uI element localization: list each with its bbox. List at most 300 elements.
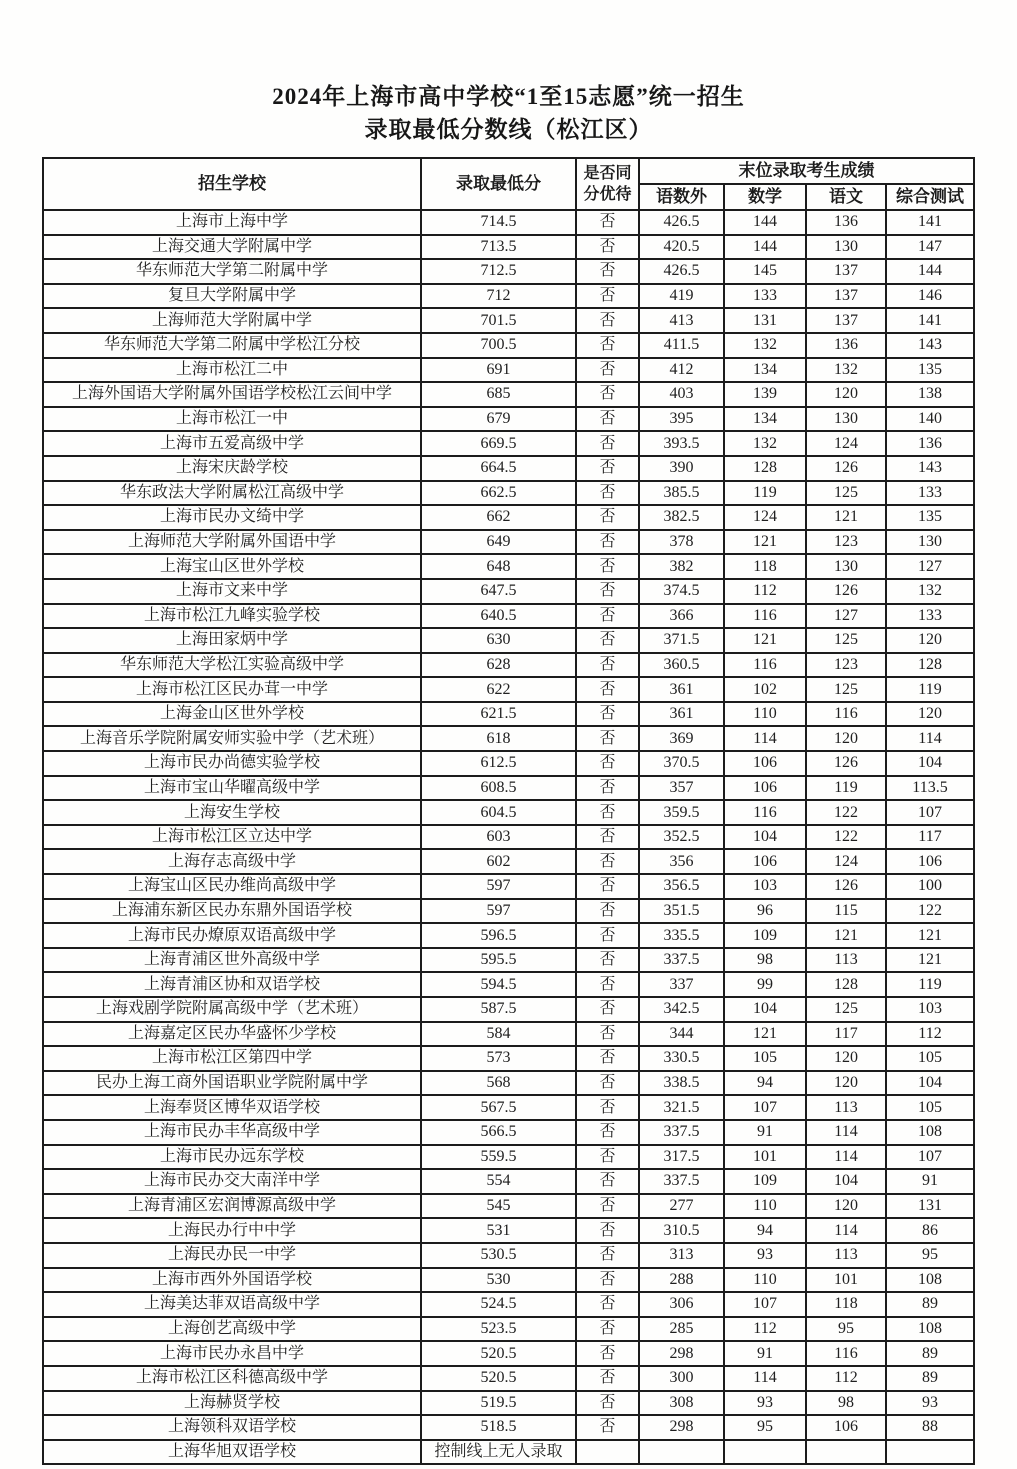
score-math: 131 bbox=[724, 308, 806, 333]
min-score-value: 530 bbox=[421, 1268, 576, 1293]
score-math: 139 bbox=[724, 382, 806, 407]
min-score-value: 573 bbox=[421, 1046, 576, 1071]
school-name: 上海市民办文绮中学 bbox=[43, 505, 421, 530]
score-comprehensive: 114 bbox=[886, 726, 974, 751]
min-score-value: 602 bbox=[421, 849, 576, 874]
school-name: 上海田家炳中学 bbox=[43, 628, 421, 653]
tie-preference-value: 否 bbox=[576, 358, 639, 383]
school-name: 上海市松江九峰实验学校 bbox=[43, 604, 421, 629]
score-comprehensive: 93 bbox=[886, 1391, 974, 1416]
score-chinese: 123 bbox=[806, 530, 886, 555]
score-math: 144 bbox=[724, 210, 806, 235]
score-math: 95 bbox=[724, 1415, 806, 1440]
score-chinese: 126 bbox=[806, 751, 886, 776]
score-yushuwai: 337.5 bbox=[639, 1120, 724, 1145]
score-comprehensive: 95 bbox=[886, 1243, 974, 1268]
school-name: 上海领科双语学校 bbox=[43, 1415, 421, 1440]
score-yushuwai: 374.5 bbox=[639, 579, 724, 604]
header-sub-chinese: 语文 bbox=[806, 184, 886, 210]
score-yushuwai: 288 bbox=[639, 1268, 724, 1293]
score-chinese: 121 bbox=[806, 505, 886, 530]
score-comprehensive: 141 bbox=[886, 308, 974, 333]
table-row bbox=[43, 259, 974, 284]
header-last-admitted-scores: 末位录取考生成绩 bbox=[639, 158, 974, 184]
score-yushuwai: 378 bbox=[639, 530, 724, 555]
score-chinese: 106 bbox=[806, 1415, 886, 1440]
score-math: 114 bbox=[724, 726, 806, 751]
score-chinese: 127 bbox=[806, 604, 886, 629]
score-math: 112 bbox=[724, 579, 806, 604]
score-chinese: 130 bbox=[806, 407, 886, 432]
school-name: 上海浦东新区民办东鼎外国语学校 bbox=[43, 899, 421, 924]
min-score-value: 685 bbox=[421, 382, 576, 407]
score-yushuwai: 338.5 bbox=[639, 1071, 724, 1096]
tie-preference-value: 否 bbox=[576, 382, 639, 407]
min-score-value: 567.5 bbox=[421, 1095, 576, 1120]
score-comprehensive: 89 bbox=[886, 1366, 974, 1391]
min-score-value: 520.5 bbox=[421, 1366, 576, 1391]
score-comprehensive: 141 bbox=[886, 210, 974, 235]
min-score-value: 597 bbox=[421, 874, 576, 899]
score-yushuwai: 330.5 bbox=[639, 1046, 724, 1071]
score-comprehensive: 108 bbox=[886, 1120, 974, 1145]
score-math: 124 bbox=[724, 505, 806, 530]
tie-preference-value: 否 bbox=[576, 530, 639, 555]
score-math: 110 bbox=[724, 702, 806, 727]
school-name: 上海市松江区民办茸一中学 bbox=[43, 677, 421, 702]
tie-preference-value: 否 bbox=[576, 702, 639, 727]
table-row bbox=[43, 1243, 974, 1268]
score-chinese: 120 bbox=[806, 382, 886, 407]
score-chinese: 124 bbox=[806, 849, 886, 874]
school-name: 上海金山区世外学校 bbox=[43, 702, 421, 727]
table-row bbox=[43, 284, 974, 309]
score-math: 134 bbox=[724, 358, 806, 383]
tie-preference-value: 否 bbox=[576, 554, 639, 579]
school-name: 上海市松江区科德高级中学 bbox=[43, 1366, 421, 1391]
score-math: 134 bbox=[724, 407, 806, 432]
score-chinese: 98 bbox=[806, 1391, 886, 1416]
tie-preference-value: 否 bbox=[576, 431, 639, 456]
school-name: 上海安生学校 bbox=[43, 800, 421, 825]
score-comprehensive: 86 bbox=[886, 1218, 974, 1243]
score-chinese: 116 bbox=[806, 1341, 886, 1366]
score-yushuwai: 395 bbox=[639, 407, 724, 432]
score-yushuwai: 426.5 bbox=[639, 259, 724, 284]
score-math: 116 bbox=[724, 800, 806, 825]
score-yushuwai: 420.5 bbox=[639, 235, 724, 260]
score-math: 121 bbox=[724, 530, 806, 555]
score-comprehensive: 147 bbox=[886, 235, 974, 260]
table-row bbox=[43, 1145, 974, 1170]
table-row bbox=[43, 431, 974, 456]
table-row bbox=[43, 923, 974, 948]
score-yushuwai: 419 bbox=[639, 284, 724, 309]
school-name: 华东政法大学附属松江高级中学 bbox=[43, 481, 421, 506]
score-yushuwai: 370.5 bbox=[639, 751, 724, 776]
score-comprehensive: 105 bbox=[886, 1046, 974, 1071]
score-math: 110 bbox=[724, 1194, 806, 1219]
school-name: 上海宝山区世外学校 bbox=[43, 554, 421, 579]
score-math: 118 bbox=[724, 554, 806, 579]
score-chinese: 121 bbox=[806, 923, 886, 948]
score-yushuwai: 393.5 bbox=[639, 431, 724, 456]
tie-preference-value: 否 bbox=[576, 1366, 639, 1391]
score-table-body bbox=[43, 210, 974, 1464]
table-row bbox=[43, 579, 974, 604]
score-math: 112 bbox=[724, 1317, 806, 1342]
score-chinese: 120 bbox=[806, 726, 886, 751]
tie-preference-value: 否 bbox=[576, 1391, 639, 1416]
score-yushuwai: 426.5 bbox=[639, 210, 724, 235]
score-comprehensive: 122 bbox=[886, 899, 974, 924]
score-yushuwai: 356.5 bbox=[639, 874, 724, 899]
min-score-value: 594.5 bbox=[421, 972, 576, 997]
score-comprehensive: 130 bbox=[886, 530, 974, 555]
table-row bbox=[43, 899, 974, 924]
min-score-value: 519.5 bbox=[421, 1391, 576, 1416]
tie-preference-value: 否 bbox=[576, 899, 639, 924]
score-yushuwai: 385.5 bbox=[639, 481, 724, 506]
school-name: 上海嘉定区民办华盛怀少学校 bbox=[43, 1022, 421, 1047]
score-yushuwai: 357 bbox=[639, 776, 724, 801]
school-name: 上海市民办交大南洋中学 bbox=[43, 1169, 421, 1194]
table-row bbox=[43, 407, 974, 432]
tie-preference-value: 否 bbox=[576, 677, 639, 702]
score-math: 102 bbox=[724, 677, 806, 702]
score-math: 96 bbox=[724, 899, 806, 924]
score-yushuwai: 382.5 bbox=[639, 505, 724, 530]
score-math: 107 bbox=[724, 1292, 806, 1317]
score-chinese: 114 bbox=[806, 1218, 886, 1243]
tie-preference-value: 否 bbox=[576, 259, 639, 284]
score-yushuwai: 356 bbox=[639, 849, 724, 874]
tie-preference-value: 否 bbox=[576, 456, 639, 481]
min-score-value: 595.5 bbox=[421, 948, 576, 973]
tie-preference-value: 否 bbox=[576, 1022, 639, 1047]
score-math: 104 bbox=[724, 997, 806, 1022]
score-yushuwai: 298 bbox=[639, 1341, 724, 1366]
table-row bbox=[43, 1268, 974, 1293]
school-name: 上海青浦区协和双语学校 bbox=[43, 972, 421, 997]
min-score-value: 649 bbox=[421, 530, 576, 555]
min-score-value: 630 bbox=[421, 628, 576, 653]
score-chinese: 125 bbox=[806, 481, 886, 506]
score-math: 91 bbox=[724, 1120, 806, 1145]
table-row bbox=[43, 628, 974, 653]
table-row bbox=[43, 776, 974, 801]
score-comprehensive: 138 bbox=[886, 382, 974, 407]
score-chinese: 124 bbox=[806, 431, 886, 456]
table-row bbox=[43, 948, 974, 973]
score-math: 93 bbox=[724, 1391, 806, 1416]
min-score-value: 608.5 bbox=[421, 776, 576, 801]
score-chinese: 136 bbox=[806, 333, 886, 358]
score-comprehensive: 88 bbox=[886, 1415, 974, 1440]
min-score-value: 622 bbox=[421, 677, 576, 702]
score-chinese: 101 bbox=[806, 1268, 886, 1293]
tie-preference-value: 否 bbox=[576, 1120, 639, 1145]
school-name: 上海存志高级中学 bbox=[43, 849, 421, 874]
score-comprehensive: 91 bbox=[886, 1169, 974, 1194]
table-row bbox=[43, 997, 974, 1022]
tie-preference-value: 否 bbox=[576, 628, 639, 653]
score-math: 107 bbox=[724, 1095, 806, 1120]
score-comprehensive: 104 bbox=[886, 1071, 974, 1096]
tie-preference-value: 否 bbox=[576, 972, 639, 997]
score-chinese: 123 bbox=[806, 653, 886, 678]
score-math: 116 bbox=[724, 604, 806, 629]
score-math: 105 bbox=[724, 1046, 806, 1071]
score-math: 109 bbox=[724, 923, 806, 948]
score-comprehensive: 121 bbox=[886, 923, 974, 948]
score-chinese: 130 bbox=[806, 554, 886, 579]
min-score-value: 664.5 bbox=[421, 456, 576, 481]
table-row bbox=[43, 1366, 974, 1391]
score-yushuwai: 351.5 bbox=[639, 899, 724, 924]
tie-preference-value: 否 bbox=[576, 308, 639, 333]
tie-preference-value: 否 bbox=[576, 1243, 639, 1268]
score-yushuwai: 412 bbox=[639, 358, 724, 383]
score-chinese: 132 bbox=[806, 358, 886, 383]
min-score-value: 691 bbox=[421, 358, 576, 383]
min-score-value: 524.5 bbox=[421, 1292, 576, 1317]
score-comprehensive: 112 bbox=[886, 1022, 974, 1047]
table-row bbox=[43, 1022, 974, 1047]
score-comprehensive: 143 bbox=[886, 333, 974, 358]
score-yushuwai: 352.5 bbox=[639, 825, 724, 850]
min-score-value: 584 bbox=[421, 1022, 576, 1047]
table-row bbox=[43, 702, 974, 727]
score-math: 101 bbox=[724, 1145, 806, 1170]
score-comprehensive: 132 bbox=[886, 579, 974, 604]
score-chinese: 120 bbox=[806, 1046, 886, 1071]
table-row bbox=[43, 333, 974, 358]
score-chinese: 126 bbox=[806, 456, 886, 481]
tie-preference-value: 否 bbox=[576, 653, 639, 678]
score-math: 106 bbox=[724, 751, 806, 776]
tie-preference-value: 否 bbox=[576, 825, 639, 850]
min-score-value: 603 bbox=[421, 825, 576, 850]
page-title-line1: 2024年上海市高中学校“1至15志愿”统一招生 bbox=[272, 84, 745, 109]
score-yushuwai: 411.5 bbox=[639, 333, 724, 358]
min-score-value: 669.5 bbox=[421, 431, 576, 456]
tie-preference-value: 否 bbox=[576, 1169, 639, 1194]
table-row bbox=[43, 382, 974, 407]
tie-preference-value: 否 bbox=[576, 481, 639, 506]
score-chinese: 122 bbox=[806, 800, 886, 825]
min-score-value: 621.5 bbox=[421, 702, 576, 727]
score-yushuwai: 306 bbox=[639, 1292, 724, 1317]
score-comprehensive: 105 bbox=[886, 1095, 974, 1120]
score-math bbox=[724, 1440, 806, 1465]
table-row bbox=[43, 825, 974, 850]
score-chinese: 120 bbox=[806, 1194, 886, 1219]
min-score-value: 597 bbox=[421, 899, 576, 924]
school-name: 上海交通大学附属中学 bbox=[43, 235, 421, 260]
score-yushuwai: 382 bbox=[639, 554, 724, 579]
min-score-value: 531 bbox=[421, 1218, 576, 1243]
school-name: 上海创艺高级中学 bbox=[43, 1317, 421, 1342]
score-chinese: 113 bbox=[806, 1095, 886, 1120]
score-chinese: 125 bbox=[806, 677, 886, 702]
min-score-value: 568 bbox=[421, 1071, 576, 1096]
school-name: 复旦大学附属中学 bbox=[43, 284, 421, 309]
school-name: 上海民办民一中学 bbox=[43, 1243, 421, 1268]
score-chinese: 137 bbox=[806, 284, 886, 309]
tie-preference-value: 否 bbox=[576, 1145, 639, 1170]
score-chinese: 125 bbox=[806, 997, 886, 1022]
table-row bbox=[43, 481, 974, 506]
score-comprehensive: 119 bbox=[886, 972, 974, 997]
min-score-value: 679 bbox=[421, 407, 576, 432]
tie-preference-value: 否 bbox=[576, 1268, 639, 1293]
min-score-value: 700.5 bbox=[421, 333, 576, 358]
table-row bbox=[43, 1095, 974, 1120]
min-score-value: 控制线上无人录取 bbox=[421, 1440, 576, 1465]
score-yushuwai: 308 bbox=[639, 1391, 724, 1416]
score-math: 106 bbox=[724, 776, 806, 801]
score-chinese: 136 bbox=[806, 210, 886, 235]
table-row bbox=[43, 235, 974, 260]
score-math: 119 bbox=[724, 481, 806, 506]
score-chinese: 113 bbox=[806, 948, 886, 973]
score-chinese: 125 bbox=[806, 628, 886, 653]
min-score-value: 618 bbox=[421, 726, 576, 751]
tie-preference-value: 否 bbox=[576, 800, 639, 825]
score-yushuwai: 342.5 bbox=[639, 997, 724, 1022]
score-comprehensive: 127 bbox=[886, 554, 974, 579]
score-yushuwai: 361 bbox=[639, 677, 724, 702]
score-yushuwai: 277 bbox=[639, 1194, 724, 1219]
tie-preference-value: 否 bbox=[576, 284, 639, 309]
score-chinese: 113 bbox=[806, 1243, 886, 1268]
header-school: 招生学校 bbox=[43, 158, 421, 210]
score-chinese: 126 bbox=[806, 874, 886, 899]
score-comprehensive: 113.5 bbox=[886, 776, 974, 801]
table-header bbox=[43, 158, 974, 210]
score-yushuwai: 413 bbox=[639, 308, 724, 333]
school-name: 上海音乐学院附属安师实验中学（艺术班） bbox=[43, 726, 421, 751]
score-comprehensive: 146 bbox=[886, 284, 974, 309]
score-comprehensive: 136 bbox=[886, 431, 974, 456]
school-name: 上海市西外外国语学校 bbox=[43, 1268, 421, 1293]
min-score-value: 712.5 bbox=[421, 259, 576, 284]
score-yushuwai: 337.5 bbox=[639, 948, 724, 973]
tie-preference-value: 否 bbox=[576, 1046, 639, 1071]
score-comprehensive: 128 bbox=[886, 653, 974, 678]
school-name: 上海市民办远东学校 bbox=[43, 1145, 421, 1170]
table-row bbox=[43, 308, 974, 333]
tie-preference-value: 否 bbox=[576, 997, 639, 1022]
score-comprehensive bbox=[886, 1440, 974, 1465]
table-row bbox=[43, 726, 974, 751]
score-math: 93 bbox=[724, 1243, 806, 1268]
table-row bbox=[43, 874, 974, 899]
min-score-value: 596.5 bbox=[421, 923, 576, 948]
school-name: 上海美达菲双语高级中学 bbox=[43, 1292, 421, 1317]
tie-preference-value: 否 bbox=[576, 407, 639, 432]
school-name: 上海青浦区世外高级中学 bbox=[43, 948, 421, 973]
header-sub-comprehensive: 综合测试 bbox=[886, 184, 974, 210]
min-score-value: 648 bbox=[421, 554, 576, 579]
score-comprehensive: 107 bbox=[886, 1145, 974, 1170]
school-name: 上海市五爱高级中学 bbox=[43, 431, 421, 456]
school-name: 上海赫贤学校 bbox=[43, 1391, 421, 1416]
score-yushuwai: 403 bbox=[639, 382, 724, 407]
score-chinese: 126 bbox=[806, 579, 886, 604]
school-name: 上海师范大学附属中学 bbox=[43, 308, 421, 333]
score-yushuwai: 337.5 bbox=[639, 1169, 724, 1194]
score-comprehensive: 119 bbox=[886, 677, 974, 702]
score-math: 103 bbox=[724, 874, 806, 899]
score-yushuwai: 300 bbox=[639, 1366, 724, 1391]
table-row bbox=[43, 604, 974, 629]
min-score-value: 566.5 bbox=[421, 1120, 576, 1145]
score-math: 91 bbox=[724, 1341, 806, 1366]
table-row bbox=[43, 456, 974, 481]
school-name: 上海市松江区第四中学 bbox=[43, 1046, 421, 1071]
score-comprehensive: 140 bbox=[886, 407, 974, 432]
school-name: 上海戏剧学院附属高级中学（艺术班） bbox=[43, 997, 421, 1022]
score-chinese: 118 bbox=[806, 1292, 886, 1317]
score-yushuwai: 313 bbox=[639, 1243, 724, 1268]
table-row bbox=[43, 1341, 974, 1366]
score-chinese: 95 bbox=[806, 1317, 886, 1342]
score-comprehensive: 121 bbox=[886, 948, 974, 973]
min-score-value: 712 bbox=[421, 284, 576, 309]
score-chinese: 122 bbox=[806, 825, 886, 850]
score-math: 104 bbox=[724, 825, 806, 850]
min-score-value: 640.5 bbox=[421, 604, 576, 629]
tie-preference-value: 否 bbox=[576, 333, 639, 358]
table-row bbox=[43, 210, 974, 235]
min-score-value: 612.5 bbox=[421, 751, 576, 776]
score-comprehensive: 143 bbox=[886, 456, 974, 481]
score-math: 110 bbox=[724, 1268, 806, 1293]
score-yushuwai: 321.5 bbox=[639, 1095, 724, 1120]
table-row bbox=[43, 1292, 974, 1317]
score-math: 94 bbox=[724, 1071, 806, 1096]
header-tie-preference: 是否同分优待 bbox=[576, 158, 639, 210]
school-name: 上海宝山区民办维尚高级中学 bbox=[43, 874, 421, 899]
table-row bbox=[43, 1046, 974, 1071]
school-name: 华东师范大学松江实验高级中学 bbox=[43, 653, 421, 678]
school-name: 上海奉贤区博华双语学校 bbox=[43, 1095, 421, 1120]
tie-preference-value: 否 bbox=[576, 726, 639, 751]
school-name: 上海市民办尚德实验学校 bbox=[43, 751, 421, 776]
score-math: 116 bbox=[724, 653, 806, 678]
school-name: 华东师范大学第二附属中学松江分校 bbox=[43, 333, 421, 358]
table-row bbox=[43, 1440, 974, 1465]
school-name: 上海青浦区宏润博源高级中学 bbox=[43, 1194, 421, 1219]
school-name: 上海华旭双语学校 bbox=[43, 1440, 421, 1465]
page-title bbox=[0, 0, 1017, 146]
min-score-value: 518.5 bbox=[421, 1415, 576, 1440]
min-score-value: 662 bbox=[421, 505, 576, 530]
school-name: 上海市民办燎原双语高级中学 bbox=[43, 923, 421, 948]
score-math: 94 bbox=[724, 1218, 806, 1243]
table-row bbox=[43, 1071, 974, 1096]
school-name: 上海师范大学附属外国语中学 bbox=[43, 530, 421, 555]
table-row bbox=[43, 1169, 974, 1194]
table-row bbox=[43, 751, 974, 776]
tie-preference-value: 否 bbox=[576, 1415, 639, 1440]
tie-preference-value: 否 bbox=[576, 604, 639, 629]
score-comprehensive: 108 bbox=[886, 1268, 974, 1293]
school-name: 上海市松江区立达中学 bbox=[43, 825, 421, 850]
school-name: 民办上海工商外国语职业学院附属中学 bbox=[43, 1071, 421, 1096]
